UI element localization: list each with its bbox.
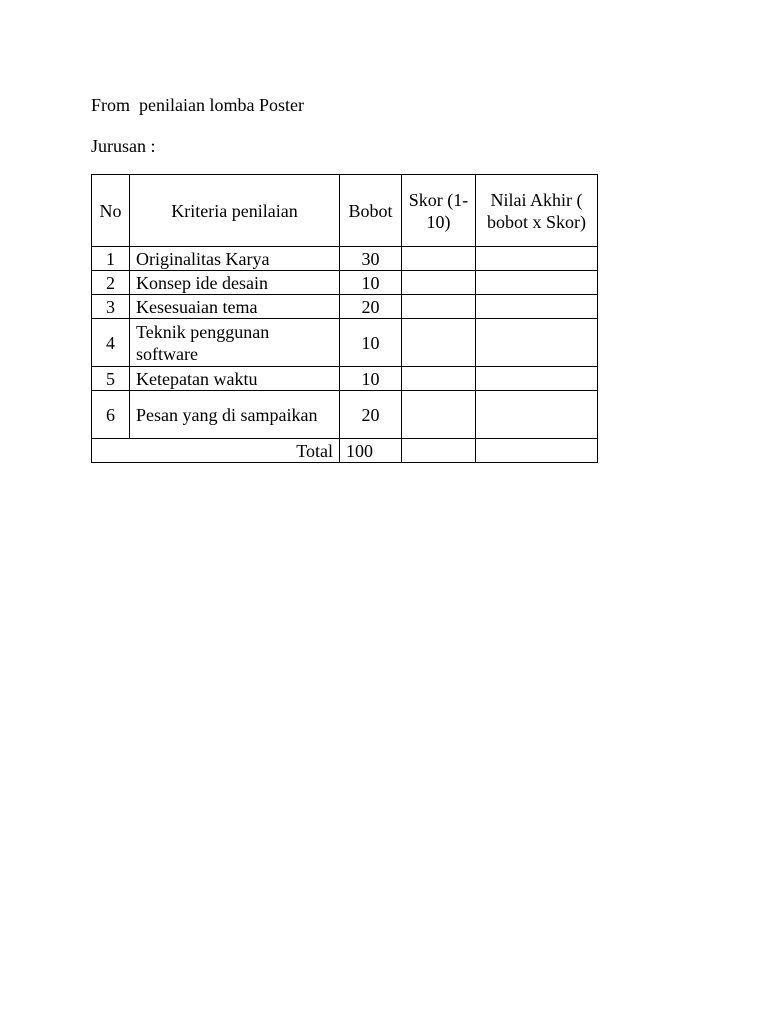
row-nilai-cell[interactable] [476, 271, 598, 295]
jurusan-label: Jurusan : [91, 136, 156, 156]
row-no: 5 [92, 367, 130, 391]
row-bobot: 10 [340, 271, 402, 295]
total-bobot: 100 [340, 439, 402, 463]
row-skor-cell[interactable] [402, 367, 476, 391]
total-row [92, 439, 598, 463]
header-skor: Skor (1-10) [402, 175, 476, 247]
row-nilai-cell[interactable] [476, 367, 598, 391]
table-row [92, 367, 598, 391]
row-no: 1 [92, 247, 130, 271]
row-nilai-cell[interactable] [476, 295, 598, 319]
document-title: From penilaian lomba Poster [91, 95, 304, 115]
total-skor-cell[interactable] [402, 439, 476, 463]
row-kriteria: Teknik penggunan software [130, 319, 340, 367]
row-kriteria: Konsep ide desain [130, 271, 340, 295]
header-kriteria: Kriteria penilaian [130, 175, 340, 247]
table-row [92, 295, 598, 319]
table-row [92, 271, 598, 295]
row-kriteria: Pesan yang di sampaikan [130, 391, 340, 439]
row-no: 6 [92, 391, 130, 439]
table-row [92, 319, 598, 367]
row-bobot: 30 [340, 247, 402, 271]
row-no: 3 [92, 295, 130, 319]
table-row [92, 391, 598, 439]
table-row [92, 247, 598, 271]
row-skor-cell[interactable] [402, 391, 476, 439]
row-bobot: 20 [340, 295, 402, 319]
header-bobot: Bobot [340, 175, 402, 247]
total-label: Total [92, 439, 340, 463]
total-nilai-cell[interactable] [476, 439, 598, 463]
row-kriteria: Kesesuaian tema [130, 295, 340, 319]
row-no: 4 [92, 319, 130, 367]
table-header-row [92, 175, 598, 247]
row-bobot: 10 [340, 367, 402, 391]
row-skor-cell[interactable] [402, 319, 476, 367]
row-skor-cell[interactable] [402, 247, 476, 271]
row-kriteria: Originalitas Karya [130, 247, 340, 271]
row-no: 2 [92, 271, 130, 295]
header-no: No [92, 175, 130, 247]
row-nilai-cell[interactable] [476, 391, 598, 439]
assessment-table [91, 174, 598, 463]
header-nilai-akhir: Nilai Akhir ( bobot x Skor) [476, 175, 598, 247]
row-skor-cell[interactable] [402, 271, 476, 295]
row-nilai-cell[interactable] [476, 319, 598, 367]
row-skor-cell[interactable] [402, 295, 476, 319]
row-bobot: 10 [340, 319, 402, 367]
row-bobot: 20 [340, 391, 402, 439]
row-nilai-cell[interactable] [476, 247, 598, 271]
row-kriteria: Ketepatan waktu [130, 367, 340, 391]
